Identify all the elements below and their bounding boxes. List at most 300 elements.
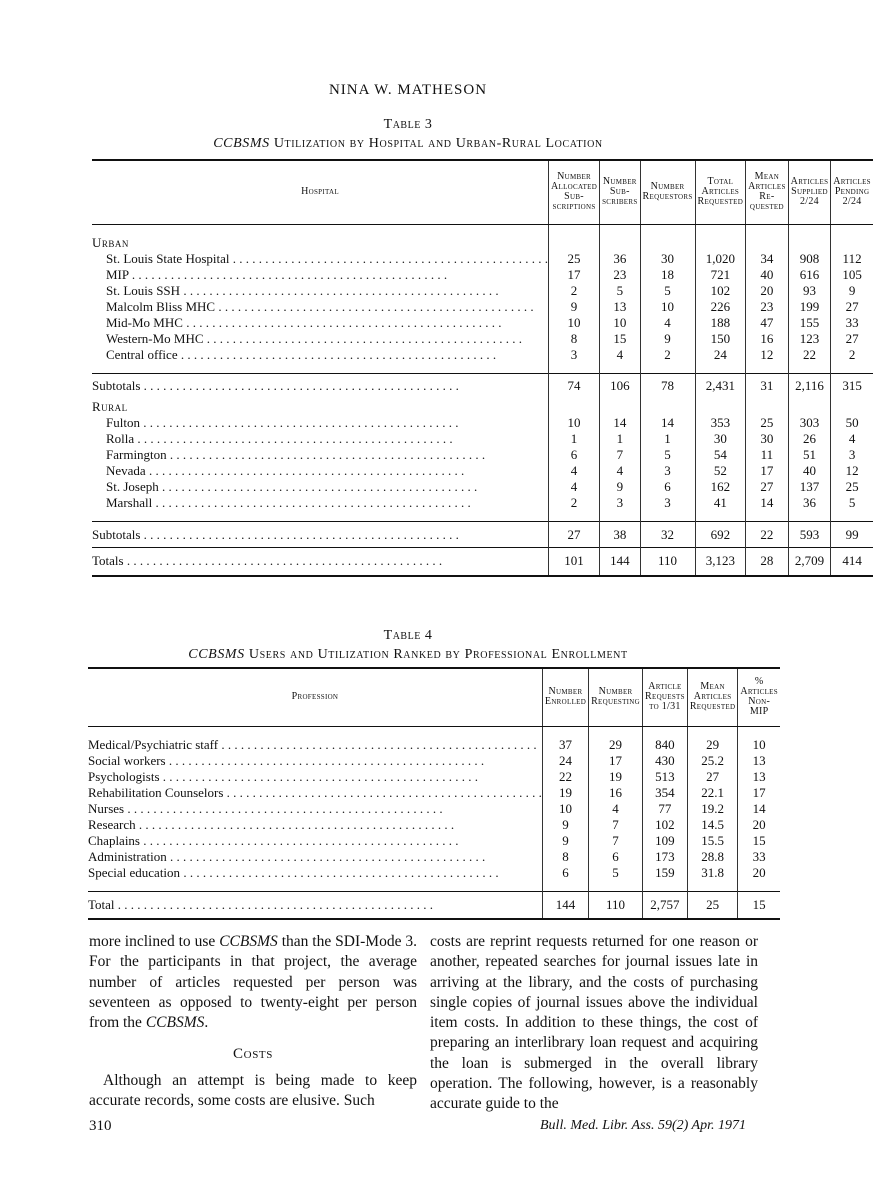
table-cell: 6 <box>589 849 643 865</box>
row-label-cell <box>92 283 549 299</box>
table3-header: Mean Articles Re-quested <box>746 160 789 224</box>
body-left-p1 <box>89 932 417 1033</box>
empty-cell <box>695 399 746 415</box>
table-cell: 7 <box>600 447 640 463</box>
table-spacer <box>92 224 873 235</box>
table-cell: 6 <box>640 479 695 495</box>
subtotal-row <box>92 522 873 548</box>
table3-title-italic: CCBSMS <box>213 136 270 151</box>
table-cell: 9 <box>542 833 588 849</box>
table-cell: 17 <box>589 753 643 769</box>
table-cell: 33 <box>738 849 780 865</box>
row-label <box>106 251 548 267</box>
table-cell: 1 <box>549 431 600 447</box>
table-cell: 8 <box>549 331 600 347</box>
row-label <box>88 865 542 881</box>
table-cell: 77 <box>643 801 688 817</box>
spacer-cell <box>687 726 738 737</box>
row-label <box>106 463 548 479</box>
spacer-cell <box>88 726 542 737</box>
table-cell: 840 <box>643 737 688 753</box>
table-cell: 15.5 <box>687 833 738 849</box>
table-cell: 109 <box>643 833 688 849</box>
table-cell: 3 <box>640 495 695 511</box>
costs-heading: Costs <box>233 1046 273 1063</box>
empty-cell <box>831 399 873 415</box>
table-cell: 112 <box>831 251 873 267</box>
row-label <box>106 283 548 299</box>
table-cell: 37 <box>542 737 588 753</box>
table-cell: 721 <box>695 267 746 283</box>
table-cell: 13 <box>738 769 780 785</box>
table-cell: 27 <box>831 331 873 347</box>
table-cell: 41 <box>695 495 746 511</box>
row-label-text: Medical/Psychiatric staff <box>88 736 219 752</box>
row-label <box>88 801 542 817</box>
row-label <box>106 479 548 495</box>
table-cell: 10 <box>549 315 600 331</box>
row-label-text: Western-Mo MHC <box>106 330 204 346</box>
row-label-text: Malcolm Bliss MHC <box>106 298 216 314</box>
table-cell: 1 <box>600 431 640 447</box>
row-label-cell <box>92 251 549 267</box>
spacer-cell <box>88 881 542 892</box>
table-cell: 162 <box>695 479 746 495</box>
table-cell: 2 <box>640 347 695 363</box>
table-cell: 144 <box>600 548 640 576</box>
spacer-cell <box>600 224 640 235</box>
spacer-cell <box>92 363 549 374</box>
spacer-cell <box>549 511 600 522</box>
row-label-text: Farmington <box>106 447 167 462</box>
table-row <box>88 801 780 817</box>
table-cell: 15 <box>600 331 640 347</box>
row-label-text: Chaplains <box>88 832 140 848</box>
table-row <box>92 283 873 299</box>
table-cell: 31 <box>746 373 789 399</box>
table-cell: 3 <box>600 495 640 511</box>
empty-cell <box>549 235 600 251</box>
row-label-cell <box>88 891 542 919</box>
table3-title <box>0 136 816 152</box>
spacer-cell <box>788 224 831 235</box>
table-cell: 74 <box>549 373 600 399</box>
table-cell: 4 <box>589 801 643 817</box>
table-cell: 102 <box>643 817 688 833</box>
spacer-cell <box>600 511 640 522</box>
table-cell: 315 <box>831 373 873 399</box>
table-cell: 9 <box>831 283 873 299</box>
table-cell: 22 <box>746 522 789 548</box>
row-label-cell <box>88 865 542 881</box>
spacer-cell <box>643 726 688 737</box>
table-row <box>92 447 873 463</box>
table-cell: 29 <box>687 737 738 753</box>
row-label-cell <box>92 347 549 363</box>
spacer-cell <box>589 726 643 737</box>
table-cell: 14 <box>746 495 789 511</box>
row-label-text: St. Louis State Hospital <box>106 250 230 266</box>
table-cell: 40 <box>788 463 831 479</box>
row-label-cell <box>92 447 549 463</box>
table-cell: 14 <box>738 801 780 817</box>
table3-header: Number Allocated Sub-scriptions <box>549 160 600 224</box>
table-cell: 93 <box>788 283 831 299</box>
spacer-cell <box>831 511 873 522</box>
row-label-text: Research <box>88 816 136 832</box>
table-cell: 22.1 <box>687 785 738 801</box>
table-cell: 155 <box>788 315 831 331</box>
table-cell: 692 <box>695 522 746 548</box>
table-cell: 908 <box>788 251 831 267</box>
table4-header: Mean Articles Requested <box>687 668 738 726</box>
row-label-text: St. Louis SSH <box>106 282 181 298</box>
table3-header: Articles Supplied 2/24 <box>788 160 831 224</box>
table-cell: 353 <box>695 415 746 431</box>
spacer-cell <box>738 726 780 737</box>
table4-header: Article Requests to 1/31 <box>643 668 688 726</box>
table-cell: 38 <box>600 522 640 548</box>
table-cell: 110 <box>640 548 695 576</box>
group-label-text: Rural <box>92 399 128 414</box>
table-cell: 8 <box>542 849 588 865</box>
row-label-cell <box>92 373 549 399</box>
table-cell: 20 <box>746 283 789 299</box>
table-cell: 24 <box>542 753 588 769</box>
row-label-text: Special education <box>88 864 181 880</box>
table3-header: Total Articles Requested <box>695 160 746 224</box>
table-cell: 25.2 <box>687 753 738 769</box>
row-label-cell <box>92 267 549 283</box>
row-label-cell <box>92 431 549 447</box>
table-cell: 25 <box>549 251 600 267</box>
table-row <box>92 431 873 447</box>
table-cell: 9 <box>600 479 640 495</box>
table-spacer <box>88 726 780 737</box>
row-label-cell <box>92 479 549 495</box>
table-cell: 137 <box>788 479 831 495</box>
table-cell: 4 <box>831 431 873 447</box>
spacer-cell <box>788 363 831 374</box>
row-label <box>106 431 548 447</box>
spacer-cell <box>549 224 600 235</box>
row-label <box>88 833 542 849</box>
table-cell: 616 <box>788 267 831 283</box>
spacer-cell <box>589 881 643 892</box>
empty-cell <box>831 235 873 251</box>
table4-title-italic: CCBSMS <box>188 647 245 662</box>
table-cell: 40 <box>746 267 789 283</box>
spacer-cell <box>542 881 588 892</box>
table-cell: 9 <box>549 299 600 315</box>
table-row <box>92 415 873 431</box>
row-label-cell <box>88 833 542 849</box>
row-label-text: Rolla <box>106 431 135 446</box>
body-text-run: . <box>204 1014 209 1032</box>
empty-cell <box>640 235 695 251</box>
table-cell: 51 <box>788 447 831 463</box>
table3 <box>92 159 873 577</box>
table4-title-rest: Users and Utilization Ranked by Professional Enrollment <box>248 647 628 662</box>
table-cell: 4 <box>600 463 640 479</box>
table-cell: 27 <box>746 479 789 495</box>
running-head: NINA W. MATHESON <box>328 82 488 98</box>
row-label-text: Psychologists <box>88 768 160 784</box>
table-cell: 7 <box>589 833 643 849</box>
table-cell: 106 <box>600 373 640 399</box>
row-label-text: St. Joseph <box>106 479 159 494</box>
table-cell: 9 <box>640 331 695 347</box>
table-cell: 173 <box>643 849 688 865</box>
row-label-text: Mid-Mo MHC <box>106 314 183 330</box>
body-right-column <box>430 932 758 1115</box>
empty-cell <box>549 399 600 415</box>
spacer-cell <box>746 363 789 374</box>
table-cell: 27 <box>549 522 600 548</box>
table-cell: 47 <box>746 315 789 331</box>
body-text-italic: CCBSMS <box>219 933 278 950</box>
table-row <box>92 267 873 283</box>
table-row <box>88 833 780 849</box>
table-row <box>88 737 780 753</box>
spacer-cell <box>640 363 695 374</box>
row-label-cell <box>92 299 549 315</box>
table-row <box>92 299 873 315</box>
subtotal-row <box>92 548 873 576</box>
table3-number: Table 3 <box>383 117 433 132</box>
group-label-row <box>92 399 873 415</box>
row-label-cell <box>92 331 549 347</box>
spacer-cell <box>92 224 549 235</box>
table-cell: 28 <box>746 548 789 576</box>
row-label-text: Nevada <box>106 463 146 478</box>
spacer-cell <box>542 726 588 737</box>
row-label <box>106 267 548 283</box>
row-label <box>92 378 548 394</box>
table-cell: 28.8 <box>687 849 738 865</box>
table-spacer <box>92 363 873 374</box>
table-cell: 105 <box>831 267 873 283</box>
table-cell: 23 <box>600 267 640 283</box>
table-cell: 27 <box>687 769 738 785</box>
table-cell: 159 <box>643 865 688 881</box>
table-cell: 16 <box>589 785 643 801</box>
table3-header: Hospital <box>92 160 549 224</box>
table-row <box>88 753 780 769</box>
group-label <box>92 399 549 415</box>
table-cell: 14 <box>600 415 640 431</box>
table-cell: 20 <box>738 817 780 833</box>
table-row <box>88 849 780 865</box>
table-row <box>88 785 780 801</box>
table-cell: 32 <box>640 522 695 548</box>
table-cell: 110 <box>589 891 643 919</box>
row-label <box>106 415 548 431</box>
spacer-cell <box>738 881 780 892</box>
row-label-cell <box>88 849 542 865</box>
table-cell: 2 <box>549 495 600 511</box>
spacer-cell <box>831 363 873 374</box>
row-label-text: Central office <box>106 346 178 362</box>
table-cell: 11 <box>746 447 789 463</box>
table3-header: Articles Pending 2/24 <box>831 160 873 224</box>
row-label <box>106 299 548 315</box>
table-row <box>92 495 873 511</box>
table-cell: 15 <box>738 891 780 919</box>
table-cell: 19 <box>542 785 588 801</box>
row-label-text: MIP <box>106 266 129 282</box>
citation: Bull. Med. Libr. Ass. 59(2) Apr. 1971 <box>540 1118 746 1133</box>
body-right-p1: costs are reprint requests returned for one reason or another, repeated searches for journal issues late in arriving at the library, and the costs of purchasing single copies of journal issues above the individual item costs. In addition to these things, the cost of preparing an interlibrary loan request and acquiring the loan is submerged in the overall library operation. The following, however, is a reasonably accurate guide to the <box>430 933 758 1113</box>
table-cell: 303 <box>788 415 831 431</box>
row-label-text: Fulton <box>106 415 140 430</box>
table-cell: 20 <box>738 865 780 881</box>
spacer-cell <box>695 511 746 522</box>
table-row <box>88 769 780 785</box>
row-label-cell <box>88 785 542 801</box>
table-cell: 30 <box>640 251 695 267</box>
table-cell: 13 <box>600 299 640 315</box>
table-cell: 15 <box>738 833 780 849</box>
subtotal-row <box>92 373 873 399</box>
table-cell: 10 <box>549 415 600 431</box>
table-cell: 50 <box>831 415 873 431</box>
table-cell: 150 <box>695 331 746 347</box>
empty-cell <box>640 399 695 415</box>
table-cell: 54 <box>695 447 746 463</box>
table-row <box>92 479 873 495</box>
table-cell: 16 <box>746 331 789 347</box>
table-cell: 12 <box>831 463 873 479</box>
spacer-cell <box>746 224 789 235</box>
spacer-cell <box>92 511 549 522</box>
table-cell: 430 <box>643 753 688 769</box>
row-label-text: Subtotals <box>92 526 141 542</box>
table-cell: 26 <box>788 431 831 447</box>
table4-header: Number Requesting <box>589 668 643 726</box>
row-label-cell <box>88 801 542 817</box>
table4-number: Table 4 <box>383 628 433 643</box>
table-row <box>88 865 780 881</box>
table-cell: 102 <box>695 283 746 299</box>
table-row <box>92 463 873 479</box>
row-label-cell <box>88 753 542 769</box>
table-cell: 4 <box>640 315 695 331</box>
row-label-text: Totals <box>92 553 124 569</box>
row-label-text: Subtotals <box>92 378 141 394</box>
row-label <box>88 785 542 801</box>
table-cell: 31.8 <box>687 865 738 881</box>
row-label-cell <box>88 769 542 785</box>
row-label <box>88 737 542 753</box>
table-spacer <box>92 511 873 522</box>
table-cell: 14.5 <box>687 817 738 833</box>
table-cell: 13 <box>738 753 780 769</box>
table-cell: 36 <box>788 495 831 511</box>
spacer-cell <box>695 224 746 235</box>
table-cell: 27 <box>831 299 873 315</box>
row-label-cell <box>92 315 549 331</box>
empty-cell <box>788 399 831 415</box>
table-cell: 25 <box>746 415 789 431</box>
empty-cell <box>746 235 789 251</box>
table-cell: 2,757 <box>643 891 688 919</box>
row-label-text: Rehabilitation Counselors <box>88 784 224 800</box>
table-cell: 19 <box>589 769 643 785</box>
table-cell: 23 <box>746 299 789 315</box>
table-cell: 10 <box>542 801 588 817</box>
body-text-run: more inclined to use <box>89 933 220 950</box>
table-cell: 24 <box>695 347 746 363</box>
spacer-cell <box>687 881 738 892</box>
row-label-cell <box>92 415 549 431</box>
table4-header: Number Enrolled <box>542 668 588 726</box>
table-cell: 17 <box>549 267 600 283</box>
table-row <box>88 817 780 833</box>
table4-title <box>0 647 816 663</box>
body-text-italic: CCBSMS <box>145 1014 205 1032</box>
row-label <box>106 447 548 463</box>
table-cell: 5 <box>589 865 643 881</box>
row-label <box>88 817 542 833</box>
table-cell: 199 <box>788 299 831 315</box>
table3-header: Number Sub-scribers <box>600 160 640 224</box>
row-label-cell <box>88 737 542 753</box>
table-cell: 3 <box>831 447 873 463</box>
table-cell: 18 <box>640 267 695 283</box>
table-cell: 22 <box>788 347 831 363</box>
table-cell: 2,709 <box>788 548 831 576</box>
row-label-text: Administration <box>88 848 167 864</box>
page-number: 310 <box>89 1118 112 1134</box>
table-cell: 36 <box>600 251 640 267</box>
total-row <box>88 891 780 919</box>
table-cell: 30 <box>695 431 746 447</box>
table-cell: 12 <box>746 347 789 363</box>
spacer-cell <box>600 363 640 374</box>
table-cell: 2 <box>831 347 873 363</box>
table-cell: 30 <box>746 431 789 447</box>
table-cell: 3,123 <box>695 548 746 576</box>
table4-caption <box>0 628 816 663</box>
table-cell: 9 <box>542 817 588 833</box>
table-cell: 513 <box>643 769 688 785</box>
table-cell: 188 <box>695 315 746 331</box>
table-row <box>92 251 873 267</box>
row-label-text: Marshall <box>106 495 153 510</box>
table-cell: 354 <box>643 785 688 801</box>
empty-cell <box>788 235 831 251</box>
table-cell: 5 <box>640 283 695 299</box>
table-cell: 1 <box>640 431 695 447</box>
spacer-cell <box>746 511 789 522</box>
table-cell: 4 <box>549 463 600 479</box>
table-cell: 2,116 <box>788 373 831 399</box>
table-cell: 5 <box>600 283 640 299</box>
row-label-cell <box>92 495 549 511</box>
table-cell: 6 <box>549 447 600 463</box>
row-label-cell <box>92 522 549 548</box>
table3-caption <box>0 117 816 152</box>
row-label <box>88 753 542 769</box>
group-label-row <box>92 235 873 251</box>
table-cell: 22 <box>542 769 588 785</box>
spacer-cell <box>831 224 873 235</box>
row-label <box>106 495 548 511</box>
row-label <box>106 331 548 347</box>
group-label-text: Urban <box>92 234 129 250</box>
table-cell: 101 <box>549 548 600 576</box>
